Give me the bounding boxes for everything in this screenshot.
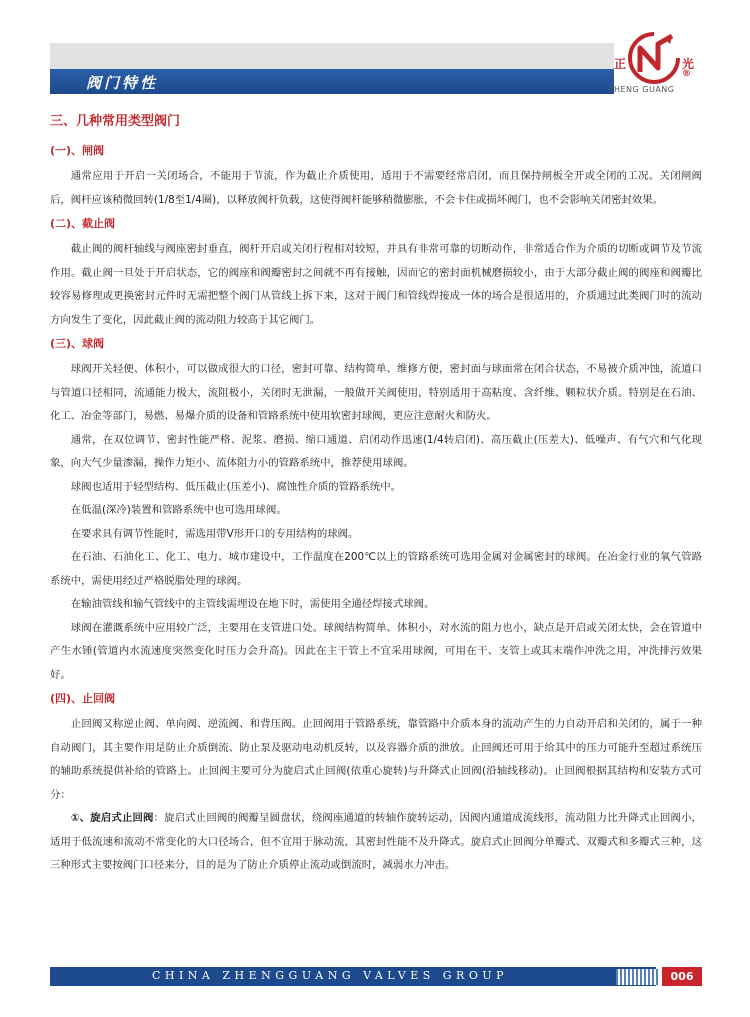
logo-registered-mark: ® (682, 69, 691, 79)
section-title: 三、几种常用类型阀门 (50, 114, 181, 129)
swing-check-text: ：旋启式止回阀的阀瓣呈圆盘状，绕阀座通道的转轴作旋转运动，因阀内通道成流线形，流动阻力比升降式止回阀小，适用于低流速和流动不常变化的大口径场合，但不宜用于脉动流，其密封性能不及升降式。旋启式止回阀分单瓣式、双瓣式和多瓣式三种，这三种形式主要按阀门口径来分，目的是为了防止介质停止流动或倒流时，减弱水力冲击。 (50, 812, 703, 871)
logo-char-right: 光 (682, 57, 695, 71)
check-valve-swing-item (50, 807, 702, 878)
gate-valve-title: (一)、闸阀 (50, 144, 105, 157)
ball-valve-paragraph: 球阀也适用于轻型结构、低压截止(压差小)、腐蚀性介质的管路系统中。 (70, 480, 402, 493)
gate-valve-paragraph: 通常应用于开启一关闭场合，不能用于节流，作为截止介质使用，适用于不需要经常启闭，而且保持闸板全开或全闭的工况。关闭闸阀后，阀杆应该稍微回转(1/8至1/4圈)，以释放阀杆负载，这使得阀杆能够稍微膨胀，不会卡住或损坏阀门，也不会影响关闭密封效果。 (50, 170, 702, 206)
globe-valve-title: (二)、截止阀 (50, 217, 116, 230)
ball-valve-paragraph: 球阀在灌溉系统中应用较广泛，主要用在支管进口处。球阀结构简单、体积小，对水流的阻力也小，缺点是开启或关闭太快，会在管道中产生水锤(管道内水流速度突然变化时压力会升高)。因此在主干管上不宜采用球阀，可用在干、支管上或其末端作冲洗之用，冲洗排污效果好。 (50, 621, 702, 681)
ball-valve-title: (三)、球阀 (50, 337, 105, 350)
footer-band (50, 967, 656, 986)
ball-valve-paragraph: 在石油、石油化工、化工、电力、城市建设中，工作温度在200℃以上的管路系统可选用金属对金属密封的球阀。在冶金行业的氧气管路系统中，需使用经过严格脱脂处理的球阀。 (50, 551, 702, 587)
globe-valve-paragraph: 截止阀的阀杆轴线与阀座密封垂直，阀杆开启或关闭行程相对较短，并具有非常可靠的切断动作，非常适合作为介质的切断或调节及节流作用。截止阀一旦处于开启状态，它的阀座和阀瓣密封之间就不再有接触，因而它的密封面机械磨损较小，由于大部分截止阀的阀座和阀瓣比较容易修理或更换密封元件时无需把整个阀门从管线上拆下来，这对于阀门和管线焊接成一体的场合是很适用的，介质通过此类阀门时的流动方向发生了变化，因此截止阀的流动阻力较高于其它阀门。 (50, 243, 702, 326)
footer-stripes (616, 969, 660, 985)
ball-valve-paragraph: 通常，在双位调节、密封性能严格、泥浆、磨损、缩口通道、启闭动作迅速(1/4转启闭)、高压截止(压差大)、低噪声、有气穴和气化现象，向大气少量渗漏，操作力矩小、流体阻力小的管路系统中，推荐使用球阀。 (50, 433, 702, 469)
header-gray-band (50, 43, 614, 69)
ball-valve-paragraph: 在低温(深冷)装置和管路系统中也可选用球阀。 (70, 504, 287, 516)
ball-valve-paragraph: 在输油管线和输气管线中的主管线需埋设在地下时，需使用全通径焊接式球阀。 (70, 598, 435, 610)
ball-valve-paragraph: 在要求具有调节性能时，需选用带V形开口的专用结构的球阀。 (70, 527, 359, 540)
header-title: 阀门特性 (86, 74, 159, 92)
logo-char-left: 正 (614, 57, 627, 71)
page-number: 006 (662, 967, 702, 986)
footer-company-name: CHINA ZHENGGUANG VALVES GROUP (151, 969, 509, 982)
check-valve-title: (四)、止回阀 (50, 692, 116, 705)
ball-valve-paragraph: 球阀开关轻便、体积小，可以做成很大的口径，密封可靠、结构简单、维修方便，密封面与球面常在闭合状态，不易被介质冲蚀，流道口与管道口径相同，流通能力极大，流阻极小，关闭时无泄漏，一般做开关阀使用，特别适用于高粘度、含纤维、颗粒状介质。特别是在石油、化工、冶金等部门，易燃、易爆介质的设备和管路系统中使用软密封球阀，更应注意耐火和防火。 (50, 363, 702, 422)
document-body (50, 112, 702, 878)
swing-check-label: ①、旋启式止回阀 (70, 812, 154, 824)
check-valve-paragraph: 止回阀又称逆止阀、单向阀、逆流阀、和背压阀。止回阀用于管路系统，靠管路中介质本身的流动产生的力自动开启和关闭的，属于一种自动阀门，其主要作用是防止介质倒流、防止泵及驱动电动机反转，以及容器介质的泄放。止回阀还可用于给其中的压力可能升至超过系统压的辅助系统提供补给的管路上。止回阀主要可分为旋启式止回阀(依重心旋转)与升降式止回阀(沿轴线移动)。止回阀根据其结构和安装方式可分： (50, 718, 702, 801)
logo-english-name: ZHENG GUANG (608, 85, 675, 94)
